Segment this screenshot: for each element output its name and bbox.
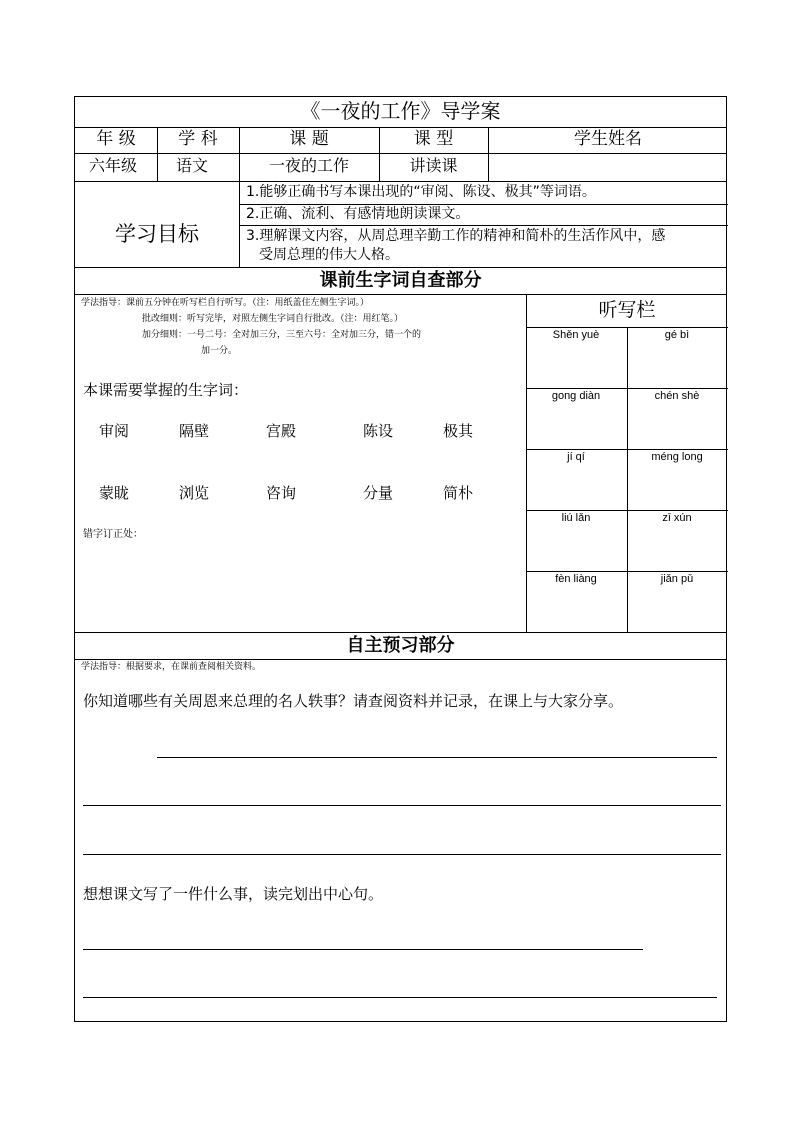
dictation-title: 听写栏 — [598, 299, 656, 321]
pinyin-cell: Shěn yuè — [552, 329, 600, 341]
pinyin-cell: gé bì — [664, 329, 690, 341]
rule — [526, 388, 728, 389]
topic-value: 一夜的工作 — [268, 156, 349, 175]
student-header: 学生姓名 — [574, 129, 642, 149]
type-value: 讲读课 — [409, 156, 458, 175]
vocab-word: 宫殿 — [266, 422, 297, 440]
rule — [75, 294, 726, 295]
rule — [526, 449, 728, 450]
study-guide-4: 加一分。 — [201, 346, 238, 356]
question-2: 想想课文写了一件什么事，读完划出中心句。 — [83, 885, 384, 903]
correction-label: 错字订正处： — [83, 529, 143, 540]
rule — [75, 659, 726, 660]
rule — [75, 267, 726, 268]
subject-header: 学 科 — [178, 129, 218, 149]
objective-1: 1.能够正确书写本课出现的“审阅、陈设、极其”等词语。 — [246, 184, 596, 200]
grade-value: 六年级 — [88, 156, 137, 175]
vocab-word: 陈设 — [363, 422, 394, 440]
study-guide-1: 学法指导：课前五分钟在听写栏自行听写。（注：用纸盖住左侧生字词。） — [81, 298, 370, 308]
rule — [75, 632, 726, 633]
objectives-label: 学习目标 — [115, 222, 199, 246]
objective-2: 2.正确、流利、有感情地朗读课文。 — [246, 206, 470, 222]
worksheet — [74, 96, 727, 1022]
grade-header: 年 级 — [96, 129, 136, 149]
page-title: 《一夜的工作》导学案 — [300, 99, 501, 123]
vocab-word: 分量 — [363, 484, 394, 502]
rule — [239, 225, 728, 226]
pinyin-cell: gong diàn — [551, 390, 601, 402]
answer-line[interactable] — [83, 949, 643, 950]
subject-value: 语文 — [175, 156, 208, 175]
study-guide-preview: 学法指导：根据要求，在课前查阅相关资料。 — [81, 662, 262, 672]
rule — [75, 181, 726, 182]
objective-3-cont: 受周总理的伟大人格。 — [259, 247, 399, 263]
answer-line[interactable] — [83, 854, 721, 855]
pinyin-cell: fèn liàng — [555, 573, 597, 585]
objective-3: 3.理解课文内容，从周总理辛勤工作的精神和简朴的生活作风中，感 — [246, 228, 666, 244]
rule — [526, 571, 728, 572]
study-guide-3: 加分细则：一号二号：全对加三分，三至六号：全对加三分，错一个的 — [142, 330, 422, 340]
pinyin-cell: méng long — [651, 451, 703, 463]
rule — [627, 327, 628, 632]
vocab-word: 浏览 — [179, 484, 210, 502]
pinyin-cell: jiǎn pǔ — [660, 573, 694, 585]
pinyin-cell: zī xún — [662, 512, 692, 524]
vocab-word: 极其 — [443, 422, 474, 440]
rule — [526, 510, 728, 511]
type-header: 课 型 — [413, 129, 454, 149]
vocab-word: 咨询 — [266, 484, 297, 502]
vocab-word: 简朴 — [443, 484, 474, 502]
pinyin-cell: jí qí — [567, 451, 585, 463]
topic-header: 课 题 — [289, 129, 329, 149]
rule — [239, 127, 240, 267]
pinyin-cell: chén shè — [654, 390, 700, 402]
question-1: 你知道哪些有关周恩来总理的名人轶事？请查阅资料并记录，在课上与大家分享。 — [83, 692, 624, 710]
answer-line[interactable] — [157, 757, 717, 758]
study-guide-2: 批改细则：听写完毕，对照左侧生字词自行批改。（注：用红笔。） — [142, 314, 404, 324]
rule — [75, 127, 726, 128]
rule — [239, 204, 728, 205]
rule — [526, 327, 728, 328]
answer-line[interactable] — [83, 997, 717, 998]
section-title-preview: 自主预习部分 — [346, 635, 455, 656]
rule — [75, 153, 726, 154]
answer-line[interactable] — [83, 805, 721, 806]
section-title-vocab: 课前生字词自查部分 — [319, 270, 482, 291]
pinyin-cell: liú lǎn — [561, 512, 591, 524]
vocab-word: 蒙眬 — [99, 484, 130, 502]
vocab-word: 审阅 — [99, 422, 130, 440]
vocab-prompt: 本课需要掌握的生字词： — [83, 381, 249, 399]
vocab-word: 隔壁 — [179, 422, 210, 440]
